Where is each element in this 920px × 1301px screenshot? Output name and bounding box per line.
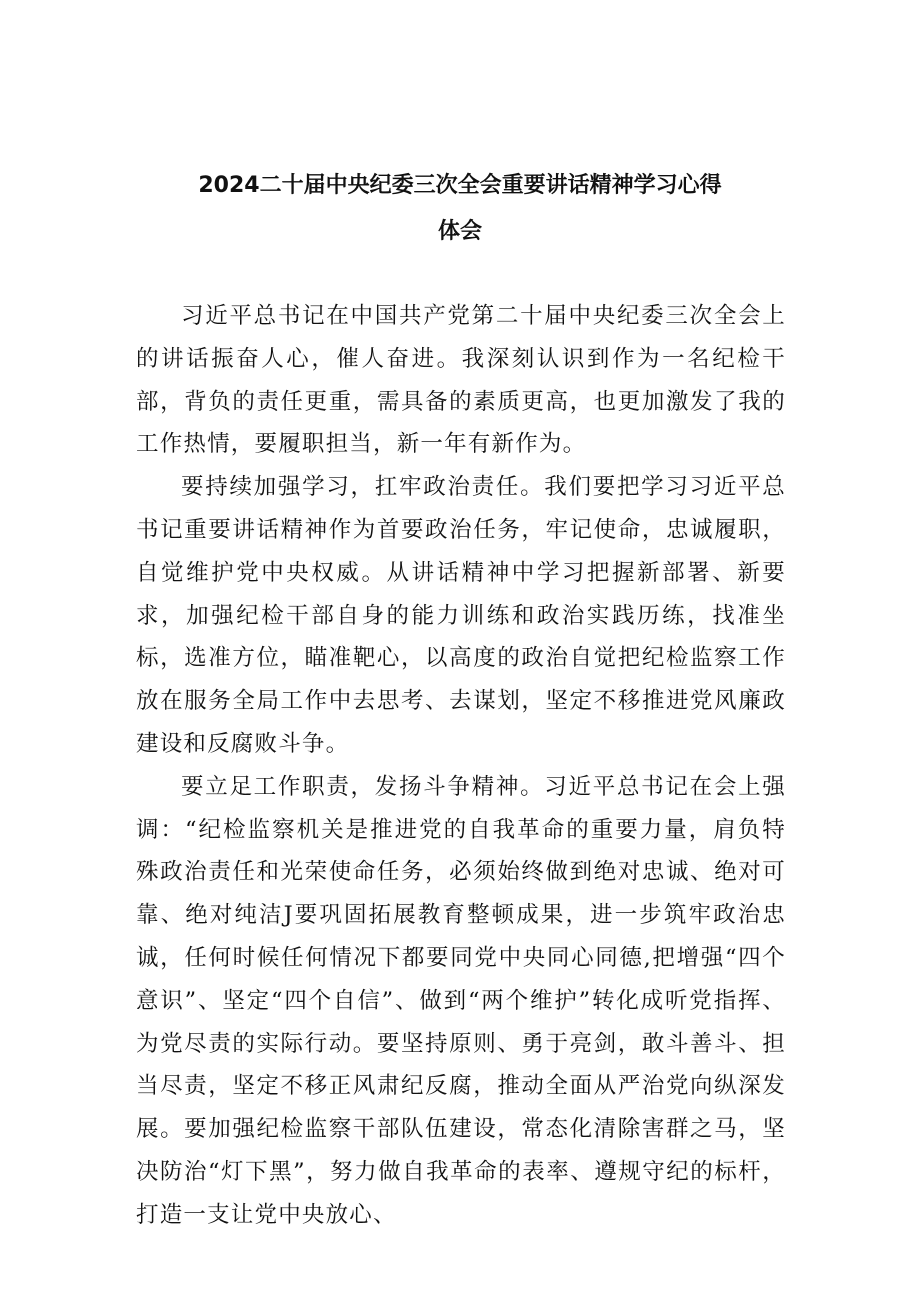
document-title (136, 163, 784, 255)
paragraph-3: 要立足工作职责，发扬斗争精神。习近平总书记在会上强调：“纪检监察机关是推进党的自我革命的重要力量，肩负特殊政治责任和光荣使命任务，必须始终做到绝对忠诚、绝对可靠、绝对纯洁J要巩固拓展教育整顿成果，进一步筑牢政治忠诚，任何时候任何情况下都要同党中央同心同德,把增强“四个意识”、坚定“四个自信”、做到“两个维护”转化成听党指挥、为党尽责的实际行动。要坚持原则、勇于亮剑，敢斗善斗、担当尽责，坚定不移正风肃纪反腐，推动全面从严治党向纵深发展。要加强纪检监察干部队伍建设，常态化清除害群之马，坚决防治“灯下黑”，努力做自我革命的表率、遵规守纪的标杆，打造一支让党中央放心、 (136, 773, 786, 1228)
title-line-2: 体会 (437, 219, 482, 244)
document-body (136, 295, 786, 1237)
paragraph-2: 要持续加强学习，扛牢政治责任。我们要把学习习近平总书记重要讲话精神作为首要政治任务，牢记使命，忠诚履职，自觉维护党中央权威。从讲话精神中学习把握新部署、新要求，加强纪检干部自身的能力训练和政治实践历练，找准坐标，选准方位，瞄准靶心，以高度的政治自觉把纪检监察工作放在服务全局工作中去思考、去谋划，坚定不移推进党风廉政建设和反腐败斗争。 (136, 474, 786, 757)
title-line-1: 2024二十届中央纪委三次全会重要讲话精神学习心得 (198, 173, 722, 198)
paragraph-1: 习近平总书记在中国共产党第二十届中央纪委三次全会上的讲话振奋人心，催人奋进。我深刻认识到作为一名纪检干部，背负的责任更重，需具备的素质更高，也更加激发了我的工作热情，要履职担当，新一年有新作为。 (136, 303, 786, 458)
